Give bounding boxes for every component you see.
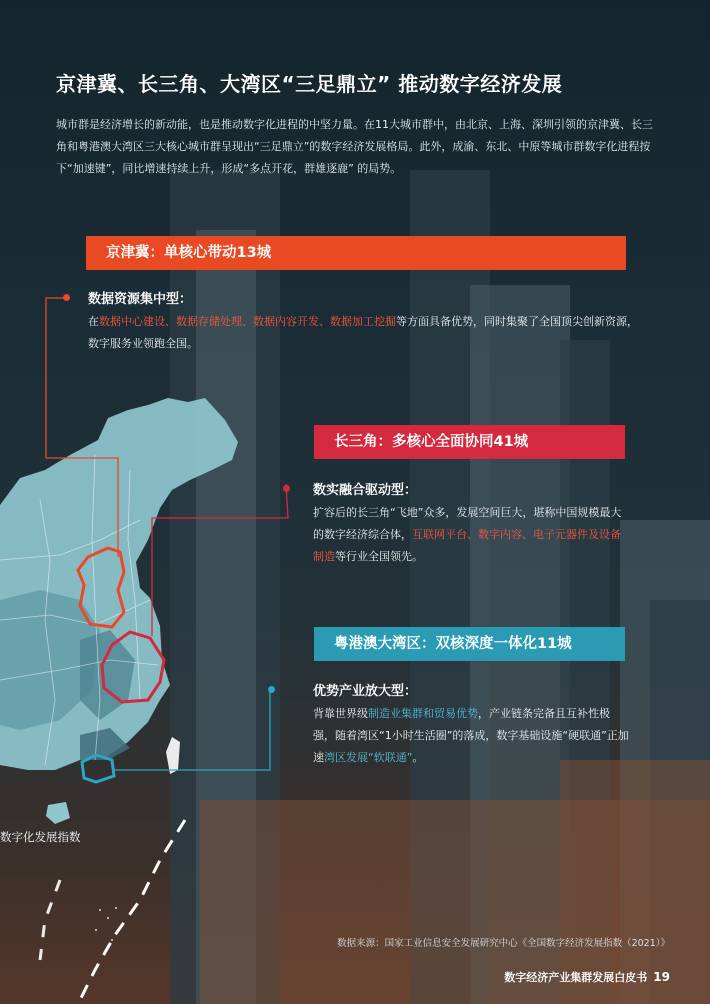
intro-paragraph: 城市群是经济增长的新动能，也是推动数字化进程的中坚力量。在11大城市群中，由北京、上海、深圳引领的京津冀、长三角和粤港澳大湾区三大核心城市群呈现出“三足鼎立”的数字经济发展格局。此外，成渝、东北、中原等城市群数字化进程按下“加速键”，同比增速持续上升，形成“多点开花，群雄逐鹿” 的局势。 [56,118,653,175]
gba-type-title: 优势产业放大型： [313,684,418,699]
map-label: 数字化发展指数 [0,830,81,844]
csj-body: 扩容后的长三角“飞地”众多，发展空间巨大，堪称中国规模最大的数字经济综合体，互联网平台、数字内容、电子元器件及设备制造等行业全国领先。 [313,506,622,563]
csj-type-title: 数实融合驱动型： [313,483,418,498]
source-note: 数据来源：国家工业信息安全发展研究中心《全国数字经济发展指数（2021）》 [337,938,670,949]
gba-banner: 粤港澳大湾区：双核深度一体化11城 [314,627,625,661]
jjj-dot [63,294,70,301]
hainan-island [46,802,70,824]
taiwan-island [166,737,180,774]
footer-title: 数字经济产业集群发展白皮书 [504,971,648,984]
jjj-type-title: 数据资源集中型： [88,292,193,307]
csj-banner: 长三角：多核心全面协同41城 [314,425,625,459]
jjj-body: 在数据中心建设、数据存储处理、数据内容开发、数据加工挖掘等方面具备优势，同时集聚了全国顶尖创新资源，数字服务业领跑全国。 [88,315,638,350]
page-title: 京津冀、长三角、大湾区“三足鼎立” 推动数字经济发展 [56,72,563,96]
south-china-sea-line [80,820,185,1000]
page-number: 19 [653,970,670,984]
csj-dot [283,485,290,492]
csj-connector [152,484,288,636]
gba-dot [268,686,275,693]
gba-body: 背靠世界级制造业集群和贸易优势，产业链条完备且互补性极强，随着湾区“1小时生活圈”的落成，数字基础设施“硬联通”正加速湾区发展“软联通”。 [313,707,629,764]
page-footer [504,969,670,985]
jjj-banner: 京津冀：单核心带动13城 [86,236,626,270]
